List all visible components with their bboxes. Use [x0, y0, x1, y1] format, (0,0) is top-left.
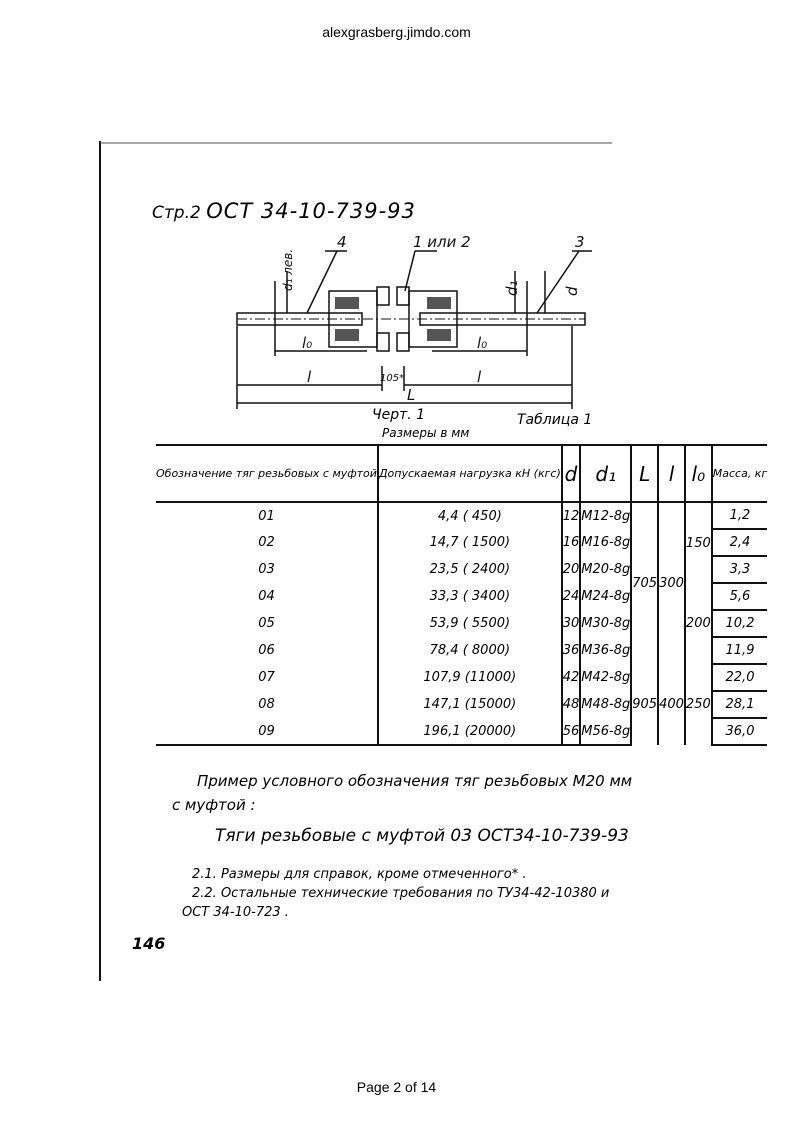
cell-l0-group1: 150 [685, 502, 712, 583]
table-header-row [156, 445, 767, 502]
header-l: l [658, 445, 685, 502]
header-L: L [631, 445, 658, 502]
table-title: Таблица 1 [517, 412, 593, 428]
cell-designation: 03 [156, 556, 378, 583]
cell-mass: 3,3 [712, 556, 767, 583]
cell-d: 16 [562, 529, 581, 556]
cell-d: 20 [562, 556, 581, 583]
header-prefix: Стр.2 [152, 203, 201, 223]
label-l-right: l [477, 368, 482, 386]
label-d: d [563, 286, 581, 296]
cell-d: 12 [562, 502, 581, 529]
label-d1: d₁ [503, 280, 521, 296]
cell-load: 78,4 ( 8000) [378, 637, 562, 664]
cell-mass: 2,4 [712, 529, 767, 556]
label-L: L [407, 386, 416, 404]
cell-mass: 36,0 [712, 718, 767, 745]
example-designation: Тяги резьбовые с муфтой 03 ОСТ34-10-739-93 [215, 826, 629, 846]
label-part-4: 4 [337, 233, 347, 251]
header-d: d [562, 445, 581, 502]
cell-designation: 07 [156, 664, 378, 691]
cell-d: 48 [562, 691, 581, 718]
cell-d: 30 [562, 610, 581, 637]
cell-mass: 22,0 [712, 664, 767, 691]
example-line-2: с муфтой : [172, 796, 256, 814]
note-2-2: 2.2. Остальные технические требования по ТУ34-42-10380 и [192, 886, 610, 901]
label-l0-left: l₀ [302, 334, 313, 352]
cell-d: 36 [562, 637, 581, 664]
cell-mass: 28,1 [712, 691, 767, 718]
scan-page-number: 146 [132, 934, 166, 953]
label-part-1-or-2: 1 или 2 [413, 233, 471, 251]
cell-d1: М12-8g [580, 502, 631, 529]
label-part-3: 3 [575, 233, 585, 251]
site-url: alexgrasberg.jimdo.com [322, 24, 471, 40]
cell-l0-group2: 200 [685, 583, 712, 664]
cell-d: 24 [562, 583, 581, 610]
cell-load: 196,1 (20000) [378, 718, 562, 745]
units-caption: Размеры в мм [382, 426, 470, 440]
header-d1: d₁ [580, 445, 631, 502]
label-l-left: l [307, 368, 312, 386]
cell-d1: М20-8g [580, 556, 631, 583]
cell-designation: 09 [156, 718, 378, 745]
cell-L-group1: 705 [631, 502, 658, 664]
label-gap: 105* [380, 373, 405, 384]
cell-load: 14,7 ( 1500) [378, 529, 562, 556]
cell-designation: 04 [156, 583, 378, 610]
header-mass: Масса, кг [712, 445, 767, 502]
header-l0: l₀ [685, 445, 712, 502]
cell-L-group2: 905 [631, 664, 658, 745]
cell-d1: М30-8g [580, 610, 631, 637]
cell-load: 23,5 ( 2400) [378, 556, 562, 583]
dimensions-table [156, 444, 767, 746]
note-2-2-cont: ОСТ 34-10-723 . [182, 905, 289, 920]
label-l0-right: l₀ [477, 334, 488, 352]
cell-designation: 05 [156, 610, 378, 637]
cell-designation: 08 [156, 691, 378, 718]
example-line-1: Пример условного обозначения тяг резьбовых М20 мм [197, 772, 633, 790]
cell-d1: М36-8g [580, 637, 631, 664]
header-designation: Обозначение тяг резьбовых с муфтой [156, 445, 378, 502]
cell-load: 53,9 ( 5500) [378, 610, 562, 637]
cell-designation: 02 [156, 529, 378, 556]
cell-mass: 11,9 [712, 637, 767, 664]
drawing-caption: Черт. 1 [372, 407, 426, 423]
cell-d1: М42-8g [580, 664, 631, 691]
page-footer: Page 2 of 14 [356, 1079, 437, 1095]
cell-load: 4,4 ( 450) [378, 502, 562, 529]
header-load: Допускаемая нагрузка кН (кгс) [378, 445, 562, 502]
cell-d1: М24-8g [580, 583, 631, 610]
label-d1-lev: d₁ лев. [281, 248, 295, 291]
cell-designation: 06 [156, 637, 378, 664]
note-2-1: 2.1. Размеры для справок, кроме отмеченного* . [192, 867, 527, 882]
rod-drawing [97, 141, 612, 411]
table-row [156, 502, 767, 529]
table-row [156, 664, 767, 691]
cell-l-group2: 400 [658, 664, 685, 745]
cell-d: 42 [562, 664, 581, 691]
cell-d1: М56-8g [580, 718, 631, 745]
cell-load: 107,9 (11000) [378, 664, 562, 691]
cell-load: 147,1 (15000) [378, 691, 562, 718]
scanned-page [97, 141, 768, 981]
cell-mass: 5,6 [712, 583, 767, 610]
cell-d1: М48-8g [580, 691, 631, 718]
header-standard: ОСТ 34-10-739-93 [206, 199, 416, 223]
cell-designation: 01 [156, 502, 378, 529]
cell-d1: М16-8g [580, 529, 631, 556]
cell-l0-group3: 250 [685, 664, 712, 745]
cell-load: 33,3 ( 3400) [378, 583, 562, 610]
cell-mass: 1,2 [712, 502, 767, 529]
cell-l-group1: 300 [658, 502, 685, 664]
cell-mass: 10,2 [712, 610, 767, 637]
cell-d: 56 [562, 718, 581, 745]
